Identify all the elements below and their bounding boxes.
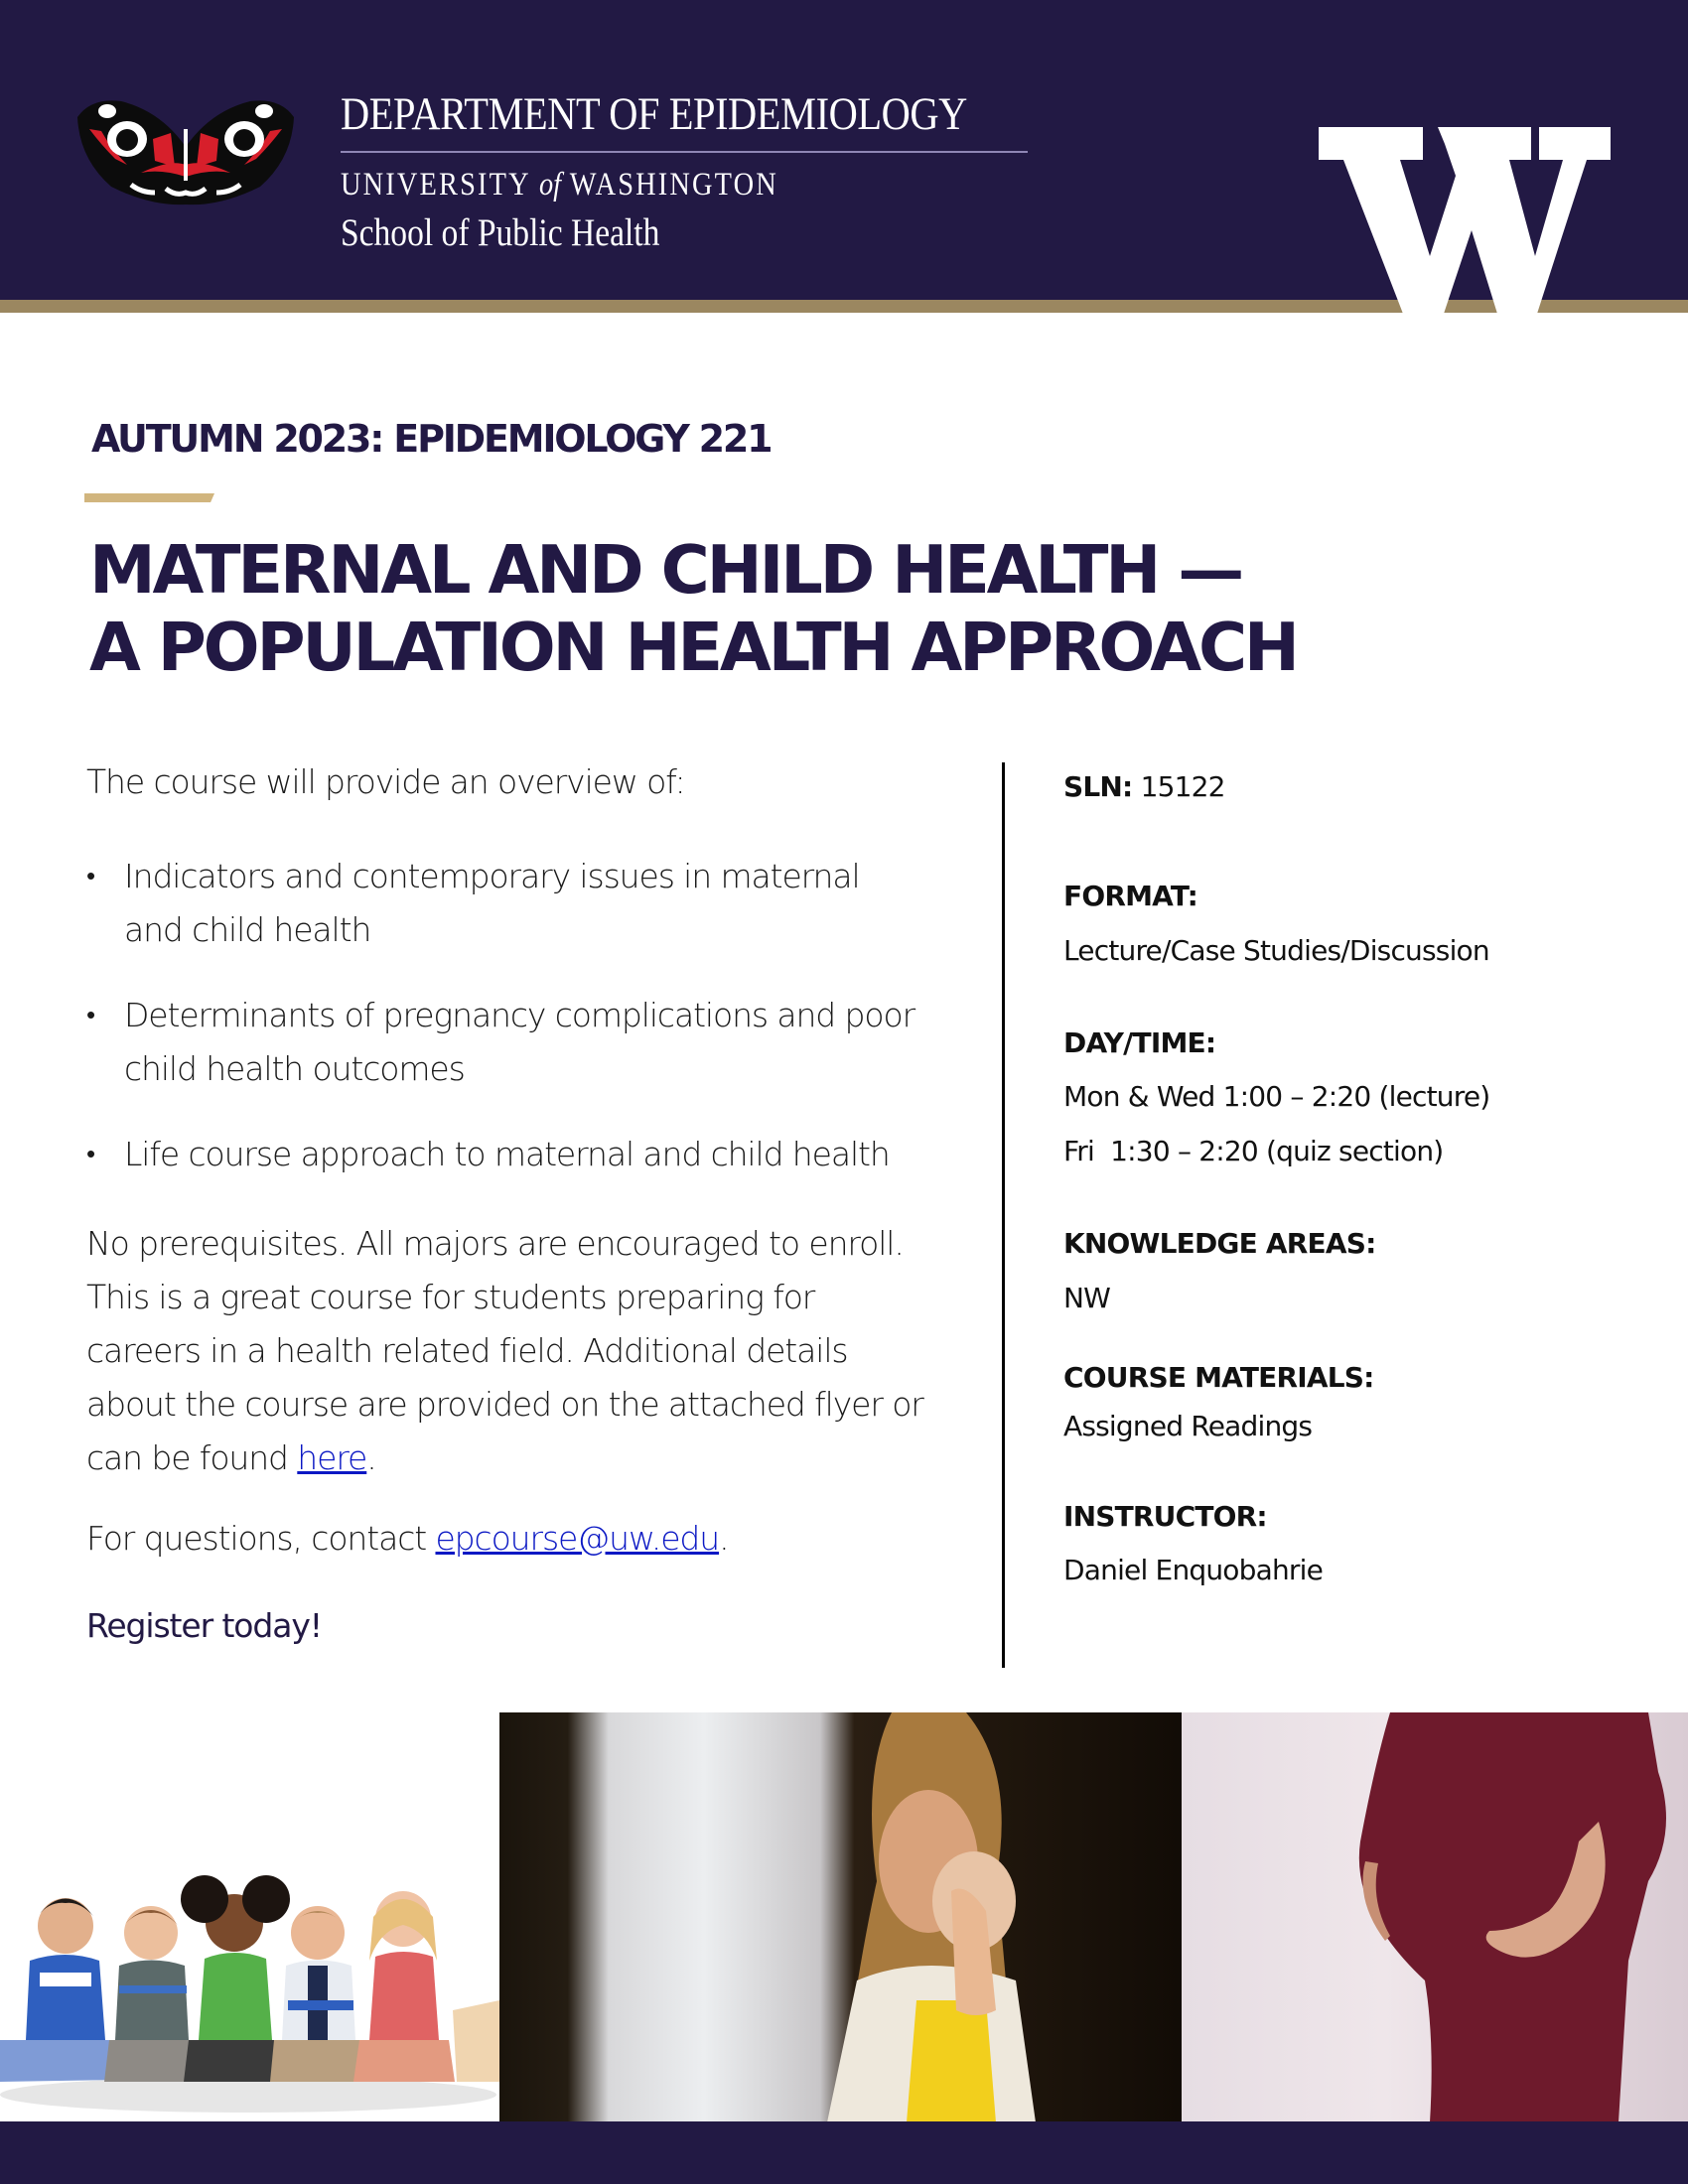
bullet-text: Life course approach to maternal and child health <box>124 1135 890 1173</box>
course-materials-value: Assigned Readings <box>1063 1410 1313 1442</box>
format-label: FORMAT: <box>1063 880 1198 912</box>
contact-text: . <box>719 1519 729 1558</box>
paragraph-line: This is a great course for students preparing for <box>86 1278 815 1316</box>
university-name-of: of <box>538 167 562 203</box>
bullet-text: Indicators and contemporary issues in maternal <box>124 857 860 895</box>
header-rule <box>341 151 1028 153</box>
children-illustration-icon <box>0 1712 499 2122</box>
overview-paragraph <box>86 1217 980 1485</box>
format-value: Lecture/Case Studies/Discussion <box>1063 934 1489 967</box>
university-name-pre: UNIVERSITY <box>341 167 530 203</box>
knowledge-areas-label: KNOWLEDGE AREAS: <box>1063 1227 1376 1260</box>
pregnant-woman-illustration-icon <box>1182 1712 1688 2122</box>
bullet-text: and child health <box>124 910 371 949</box>
university-name-post: WASHINGTON <box>569 167 778 203</box>
knowledge-areas-value: NW <box>1063 1282 1111 1314</box>
column-divider <box>1002 762 1005 1668</box>
daytime-label: DAY/TIME: <box>1063 1026 1216 1059</box>
footer-band <box>0 2121 1688 2184</box>
school-name: School of Public Health <box>341 211 660 254</box>
mother-holding-baby-photo <box>499 1712 1182 2122</box>
contact-text: For questions, contact <box>86 1519 436 1558</box>
course-term-label: AUTUMN 2023: EPIDEMIOLOGY 221 <box>91 417 772 461</box>
bullet-text: child health outcomes <box>124 1049 465 1088</box>
bullet-icon: • <box>86 862 95 891</box>
course-title-line-2: A POPULATION HEALTH APPROACH <box>89 609 1297 686</box>
paragraph-line: No prerequisites. All majors are encouraged to enroll. <box>86 1224 904 1263</box>
bullet-item <box>86 1128 980 1181</box>
sln-row <box>1063 770 1225 803</box>
bullet-icon: • <box>86 1140 95 1169</box>
overview-bullet-list <box>86 850 980 1213</box>
paragraph-text: . <box>366 1438 376 1477</box>
instructor-label: INSTRUCTOR: <box>1063 1500 1267 1533</box>
course-materials-label: COURSE MATERIALS: <box>1063 1361 1374 1394</box>
overview-intro: The course will provide an overview of: <box>86 762 685 801</box>
paragraph-text: can be found <box>86 1438 298 1477</box>
daytime-quiz: Fri 1:30 – 2:20 (quiz section) <box>1063 1135 1444 1167</box>
daytime-lecture: Mon & Wed 1:00 – 2:20 (lecture) <box>1063 1080 1490 1113</box>
sln-label: SLN: <box>1063 770 1133 803</box>
paragraph-line: careers in a health related field. Additional details <box>86 1331 848 1370</box>
instructor-value: Daniel Enquobahrie <box>1063 1554 1324 1586</box>
photo-strip <box>0 1712 1688 2122</box>
university-name <box>341 167 778 204</box>
sln-value: 15122 <box>1140 770 1225 803</box>
formline-art-logo-icon <box>71 89 300 206</box>
contact-line <box>86 1519 728 1558</box>
department-title: DEPARTMENT OF EPIDEMIOLOGY <box>341 88 967 140</box>
paragraph-line: about the course are provided on the attached flyer or <box>86 1385 923 1424</box>
course-title <box>89 531 1297 686</box>
here-link[interactable]: here <box>297 1438 367 1477</box>
children-sitting-photo <box>0 1712 499 2122</box>
register-call-to-action: Register today! <box>86 1606 322 1645</box>
course-title-line-1: MATERNAL AND CHILD HEALTH — <box>89 531 1242 609</box>
paragraph-line <box>86 1432 980 1485</box>
bullet-icon: • <box>86 1001 95 1030</box>
pregnant-woman-photo <box>1182 1712 1688 2122</box>
bullet-item <box>86 989 980 1096</box>
contact-email-link[interactable]: epcourse@uw.edu <box>435 1519 720 1558</box>
uw-w-logo-icon <box>1319 127 1611 314</box>
bullet-item <box>86 850 980 957</box>
gold-accent-bar <box>84 493 214 502</box>
mother-baby-illustration-icon <box>499 1712 1182 2122</box>
bullet-text: Determinants of pregnancy complications and poor <box>124 996 915 1034</box>
